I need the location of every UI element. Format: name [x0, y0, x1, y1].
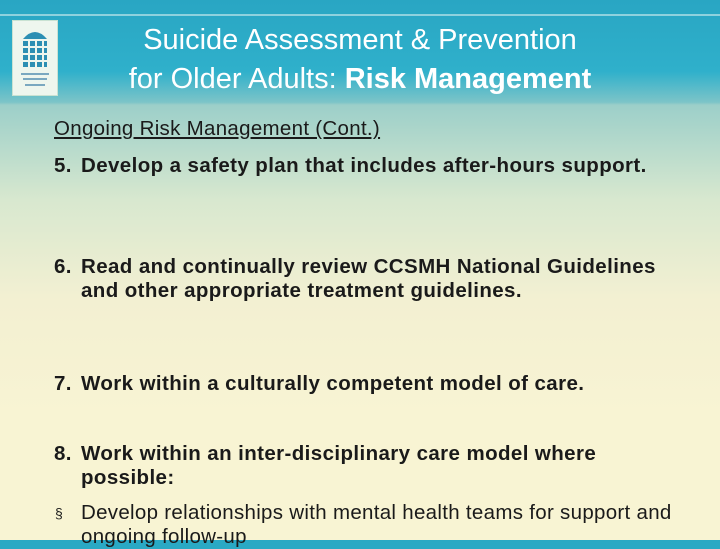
title-line-1: Suicide Assessment & Prevention	[143, 24, 577, 56]
item-number: 5.	[54, 154, 72, 177]
title-line-2-prefix: for Older Adults:	[128, 63, 345, 95]
slide-header	[0, 0, 720, 102]
building-logo-icon	[13, 21, 57, 95]
item-text: Work within a culturally competent model of care.	[81, 372, 585, 395]
slide-title	[60, 21, 660, 99]
list-item	[54, 154, 694, 178]
organization-logo	[12, 20, 58, 96]
header-divider	[0, 14, 720, 16]
item-text: Read and continually review CCSMH National Guidelines and other appropriate treatment guidelines.	[81, 255, 656, 302]
item-number: 8.	[54, 442, 72, 465]
section-subheading: Ongoing Risk Management (Cont.)	[54, 117, 381, 140]
item-text: Develop a safety plan that includes after-hours support.	[81, 154, 647, 177]
list-item	[54, 442, 694, 490]
item-number: 7.	[54, 372, 72, 395]
title-line-2	[60, 60, 660, 99]
list-item	[54, 255, 694, 303]
sub-bullet-item	[54, 501, 694, 549]
title-line-2-emphasis: Risk Management	[344, 63, 592, 95]
bullet-text: Develop relationships with mental health teams for support and ongoing follow-up	[81, 501, 672, 548]
item-number: 6.	[54, 255, 72, 278]
bullet-mark: §	[55, 505, 64, 521]
item-text: Work within an inter-disciplinary care model where possible:	[81, 442, 597, 489]
list-item	[54, 372, 694, 396]
